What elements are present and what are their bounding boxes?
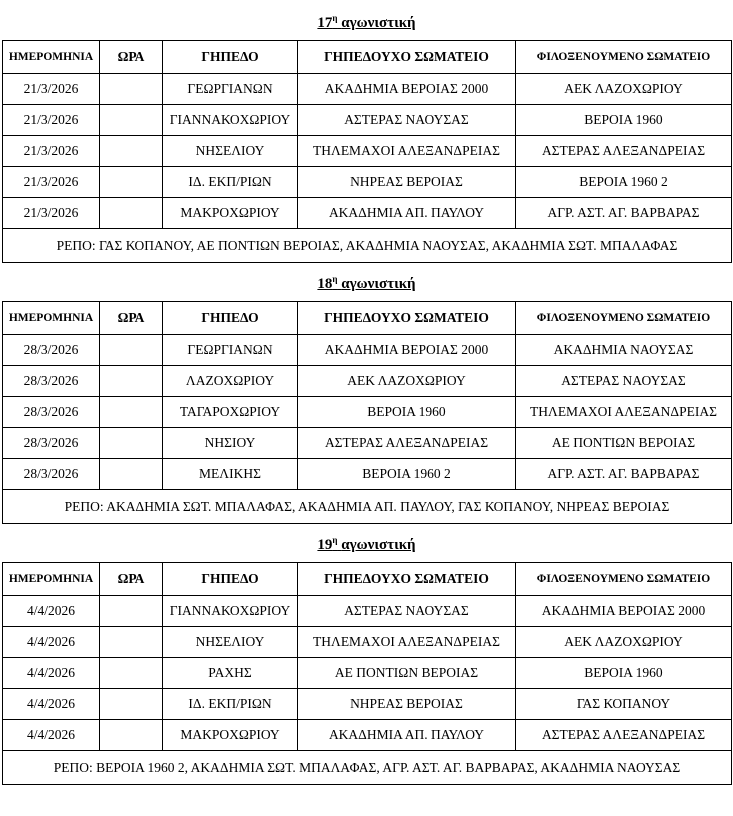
home-team-cell: ΑΚΑΔΗΜΙΑ ΒΕΡΟΙΑΣ 2000 (298, 335, 516, 366)
venue-cell: ΝΗΣΕΛΙΟΥ (163, 627, 298, 658)
matchday-title (0, 270, 733, 293)
away-team-cell: ΑΓΡ. ΑΣΤ. ΑΓ. ΒΑΡΒΑΡΑΣ (516, 198, 732, 229)
header-row (3, 41, 732, 74)
time-cell (100, 74, 163, 105)
rest-row (3, 229, 732, 263)
home-team-cell: ΑΚΑΔΗΜΙΑ ΑΠ. ΠΑΥΛΟΥ (298, 720, 516, 751)
rest-teams-note: ΡΕΠΟ: ΑΚΑΔΗΜΙΑ ΣΩΤ. ΜΠΑΛΑΦΑΣ, ΑΚΑΔΗΜΙΑ ΑΠ. ΠΑΥΛΟΥ, ΓΑΣ ΚΟΠΑΝΟΥ, ΝΗΡΕΑΣ ΒΕΡΟΙΑΣ (3, 490, 732, 524)
matchday-number: 18 (317, 276, 333, 292)
home-team-cell: ΝΗΡΕΑΣ ΒΕΡΟΙΑΣ (298, 689, 516, 720)
venue-cell: ΓΙΑΝΝΑΚΟΧΩΡΙΟΥ (163, 596, 298, 627)
matchday-number: 17 (317, 15, 333, 31)
away-team-cell: ΑΕΚ ΛΑΖΟΧΩΡΙΟΥ (516, 627, 732, 658)
column-header-away-club: ΦΙΛΟΞΕΝΟΥΜΕΝΟ ΣΩΜΑΤΕΙΟ (516, 563, 732, 596)
column-header-away-club: ΦΙΛΟΞΕΝΟΥΜΕΝΟ ΣΩΜΑΤΕΙΟ (516, 302, 732, 335)
home-team-cell: ΒΕΡΟΙΑ 1960 (298, 397, 516, 428)
time-cell (100, 428, 163, 459)
rest-teams-note: ΡΕΠΟ: ΓΑΣ ΚΟΠΑΝΟΥ, ΑΕ ΠΟΝΤΙΩΝ ΒΕΡΟΙΑΣ, ΑΚΑΔΗΜΙΑ ΝΑΟΥΣΑΣ, ΑΚΑΔΗΜΙΑ ΣΩΤ. ΜΠΑΛΑΦΑΣ (3, 229, 732, 263)
date-cell: 4/4/2026 (3, 658, 100, 689)
time-cell (100, 459, 163, 490)
rest-row (3, 490, 732, 524)
date-cell: 4/4/2026 (3, 596, 100, 627)
header-row (3, 302, 732, 335)
fixture-row (3, 105, 732, 136)
section-matchday-17 (0, 9, 733, 263)
fixture-row (3, 136, 732, 167)
home-team-cell: ΤΗΛΕΜΑΧΟΙ ΑΛΕΞΑΝΔΡΕΙΑΣ (298, 136, 516, 167)
home-team-cell: ΑΣΤΕΡΑΣ ΝΑΟΥΣΑΣ (298, 596, 516, 627)
date-cell: 28/3/2026 (3, 459, 100, 490)
away-team-cell: ΑΚΑΔΗΜΙΑ ΒΕΡΟΙΑΣ 2000 (516, 596, 732, 627)
away-team-cell: ΤΗΛΕΜΑΧΟΙ ΑΛΕΞΑΝΔΡΕΙΑΣ (516, 397, 732, 428)
fixtures-table (2, 562, 732, 785)
away-team-cell: ΑΚΑΔΗΜΙΑ ΝΑΟΥΣΑΣ (516, 335, 732, 366)
fixture-row (3, 366, 732, 397)
fixture-row (3, 658, 732, 689)
away-team-cell: ΑΕ ΠΟΝΤΙΩΝ ΒΕΡΟΙΑΣ (516, 428, 732, 459)
time-cell (100, 136, 163, 167)
date-cell: 28/3/2026 (3, 428, 100, 459)
column-header-venue: ΓΗΠΕΔΟ (163, 41, 298, 74)
away-team-cell: ΑΣΤΕΡΑΣ ΑΛΕΞΑΝΔΡΕΙΑΣ (516, 720, 732, 751)
column-header-home-club: ΓΗΠΕΔΟΥΧΟ ΣΩΜΑΤΕΙΟ (298, 41, 516, 74)
column-header-home-club: ΓΗΠΕΔΟΥΧΟ ΣΩΜΑΤΕΙΟ (298, 563, 516, 596)
time-cell (100, 596, 163, 627)
fixture-row (3, 167, 732, 198)
matchday-title (0, 531, 733, 554)
venue-cell: ΓΕΩΡΓΙΑΝΩΝ (163, 335, 298, 366)
matchday-number: 19 (317, 537, 333, 553)
venue-cell: ΙΔ. ΕΚΠ/ΡΙΩΝ (163, 689, 298, 720)
fixture-row (3, 596, 732, 627)
date-cell: 21/3/2026 (3, 136, 100, 167)
section-matchday-18 (0, 270, 733, 524)
time-cell (100, 720, 163, 751)
matchday-title (0, 9, 733, 32)
time-cell (100, 366, 163, 397)
fixture-row (3, 74, 732, 105)
away-team-cell: ΑΕΚ ΛΑΖΟΧΩΡΙΟΥ (516, 74, 732, 105)
venue-cell: ΛΑΖΟΧΩΡΙΟΥ (163, 366, 298, 397)
date-cell: 4/4/2026 (3, 720, 100, 751)
away-team-cell: ΑΣΤΕΡΑΣ ΑΛΕΞΑΝΔΡΕΙΑΣ (516, 136, 732, 167)
matchday-word: αγωνιστική (341, 537, 416, 553)
home-team-cell: ΑΕ ΠΟΝΤΙΩΝ ΒΕΡΟΙΑΣ (298, 658, 516, 689)
time-cell (100, 397, 163, 428)
date-cell: 28/3/2026 (3, 366, 100, 397)
matchday-ordinal-suffix: η (332, 274, 338, 284)
time-cell (100, 658, 163, 689)
column-header-away-club: ΦΙΛΟΞΕΝΟΥΜΕΝΟ ΣΩΜΑΤΕΙΟ (516, 41, 732, 74)
matchday-word: αγωνιστική (341, 276, 416, 292)
venue-cell: ΜΕΛΙΚΗΣ (163, 459, 298, 490)
away-team-cell: ΑΓΡ. ΑΣΤ. ΑΓ. ΒΑΡΒΑΡΑΣ (516, 459, 732, 490)
matchday-ordinal-suffix: η (332, 13, 338, 23)
venue-cell: ΡΑΧΗΣ (163, 658, 298, 689)
rest-row (3, 751, 732, 785)
date-cell: 28/3/2026 (3, 397, 100, 428)
home-team-cell: ΑΣΤΕΡΑΣ ΑΛΕΞΑΝΔΡΕΙΑΣ (298, 428, 516, 459)
home-team-cell: ΑΕΚ ΛΑΖΟΧΩΡΙΟΥ (298, 366, 516, 397)
fixture-row (3, 428, 732, 459)
fixture-row (3, 689, 732, 720)
venue-cell: ΓΕΩΡΓΙΑΝΩΝ (163, 74, 298, 105)
date-cell: 4/4/2026 (3, 627, 100, 658)
time-cell (100, 335, 163, 366)
home-team-cell: ΝΗΡΕΑΣ ΒΕΡΟΙΑΣ (298, 167, 516, 198)
date-cell: 21/3/2026 (3, 167, 100, 198)
section-matchday-19 (0, 531, 733, 785)
column-header-time: ΩΡΑ (100, 563, 163, 596)
time-cell (100, 105, 163, 136)
date-cell: 21/3/2026 (3, 198, 100, 229)
away-team-cell: ΒΕΡΟΙΑ 1960 2 (516, 167, 732, 198)
home-team-cell: ΤΗΛΕΜΑΧΟΙ ΑΛΕΞΑΝΔΡΕΙΑΣ (298, 627, 516, 658)
home-team-cell: ΑΚΑΔΗΜΙΑ ΒΕΡΟΙΑΣ 2000 (298, 74, 516, 105)
fixture-row (3, 459, 732, 490)
fixture-row (3, 198, 732, 229)
fixtures-table (2, 40, 732, 263)
column-header-date: ΗΜΕΡΟΜΗΝΙΑ (3, 41, 100, 74)
fixture-row (3, 397, 732, 428)
column-header-time: ΩΡΑ (100, 302, 163, 335)
date-cell: 4/4/2026 (3, 689, 100, 720)
date-cell: 21/3/2026 (3, 105, 100, 136)
date-cell: 21/3/2026 (3, 74, 100, 105)
time-cell (100, 198, 163, 229)
matchday-word: αγωνιστική (341, 15, 416, 31)
fixture-row (3, 720, 732, 751)
venue-cell: ΜΑΚΡΟΧΩΡΙΟΥ (163, 720, 298, 751)
time-cell (100, 627, 163, 658)
venue-cell: ΙΔ. ΕΚΠ/ΡΙΩΝ (163, 167, 298, 198)
date-cell: 28/3/2026 (3, 335, 100, 366)
column-header-date: ΗΜΕΡΟΜΗΝΙΑ (3, 302, 100, 335)
column-header-home-club: ΓΗΠΕΔΟΥΧΟ ΣΩΜΑΤΕΙΟ (298, 302, 516, 335)
away-team-cell: ΒΕΡΟΙΑ 1960 (516, 658, 732, 689)
venue-cell: ΜΑΚΡΟΧΩΡΙΟΥ (163, 198, 298, 229)
away-team-cell: ΓΑΣ ΚΟΠΑΝΟΥ (516, 689, 732, 720)
fixtures-table (2, 301, 732, 524)
fixture-row (3, 335, 732, 366)
column-header-time: ΩΡΑ (100, 41, 163, 74)
home-team-cell: ΒΕΡΟΙΑ 1960 2 (298, 459, 516, 490)
home-team-cell: ΑΣΤΕΡΑΣ ΝΑΟΥΣΑΣ (298, 105, 516, 136)
venue-cell: ΝΗΣΕΛΙΟΥ (163, 136, 298, 167)
venue-cell: ΝΗΣΙΟΥ (163, 428, 298, 459)
venue-cell: ΓΙΑΝΝΑΚΟΧΩΡΙΟΥ (163, 105, 298, 136)
header-row (3, 563, 732, 596)
column-header-venue: ΓΗΠΕΔΟ (163, 563, 298, 596)
fixture-row (3, 627, 732, 658)
matchday-ordinal-suffix: η (332, 535, 338, 545)
rest-teams-note: ΡΕΠΟ: ΒΕΡΟΙΑ 1960 2, ΑΚΑΔΗΜΙΑ ΣΩΤ. ΜΠΑΛΑΦΑΣ, ΑΓΡ. ΑΣΤ. ΑΓ. ΒΑΡΒΑΡΑΣ, ΑΚΑΔΗΜΙΑ ΝΑΟΥΣΑΣ (3, 751, 732, 785)
venue-cell: ΤΑΓΑΡΟΧΩΡΙΟΥ (163, 397, 298, 428)
time-cell (100, 689, 163, 720)
time-cell (100, 167, 163, 198)
away-team-cell: ΒΕΡΟΙΑ 1960 (516, 105, 732, 136)
column-header-date: ΗΜΕΡΟΜΗΝΙΑ (3, 563, 100, 596)
home-team-cell: ΑΚΑΔΗΜΙΑ ΑΠ. ΠΑΥΛΟΥ (298, 198, 516, 229)
away-team-cell: ΑΣΤΕΡΑΣ ΝΑΟΥΣΑΣ (516, 366, 732, 397)
column-header-venue: ΓΗΠΕΔΟ (163, 302, 298, 335)
